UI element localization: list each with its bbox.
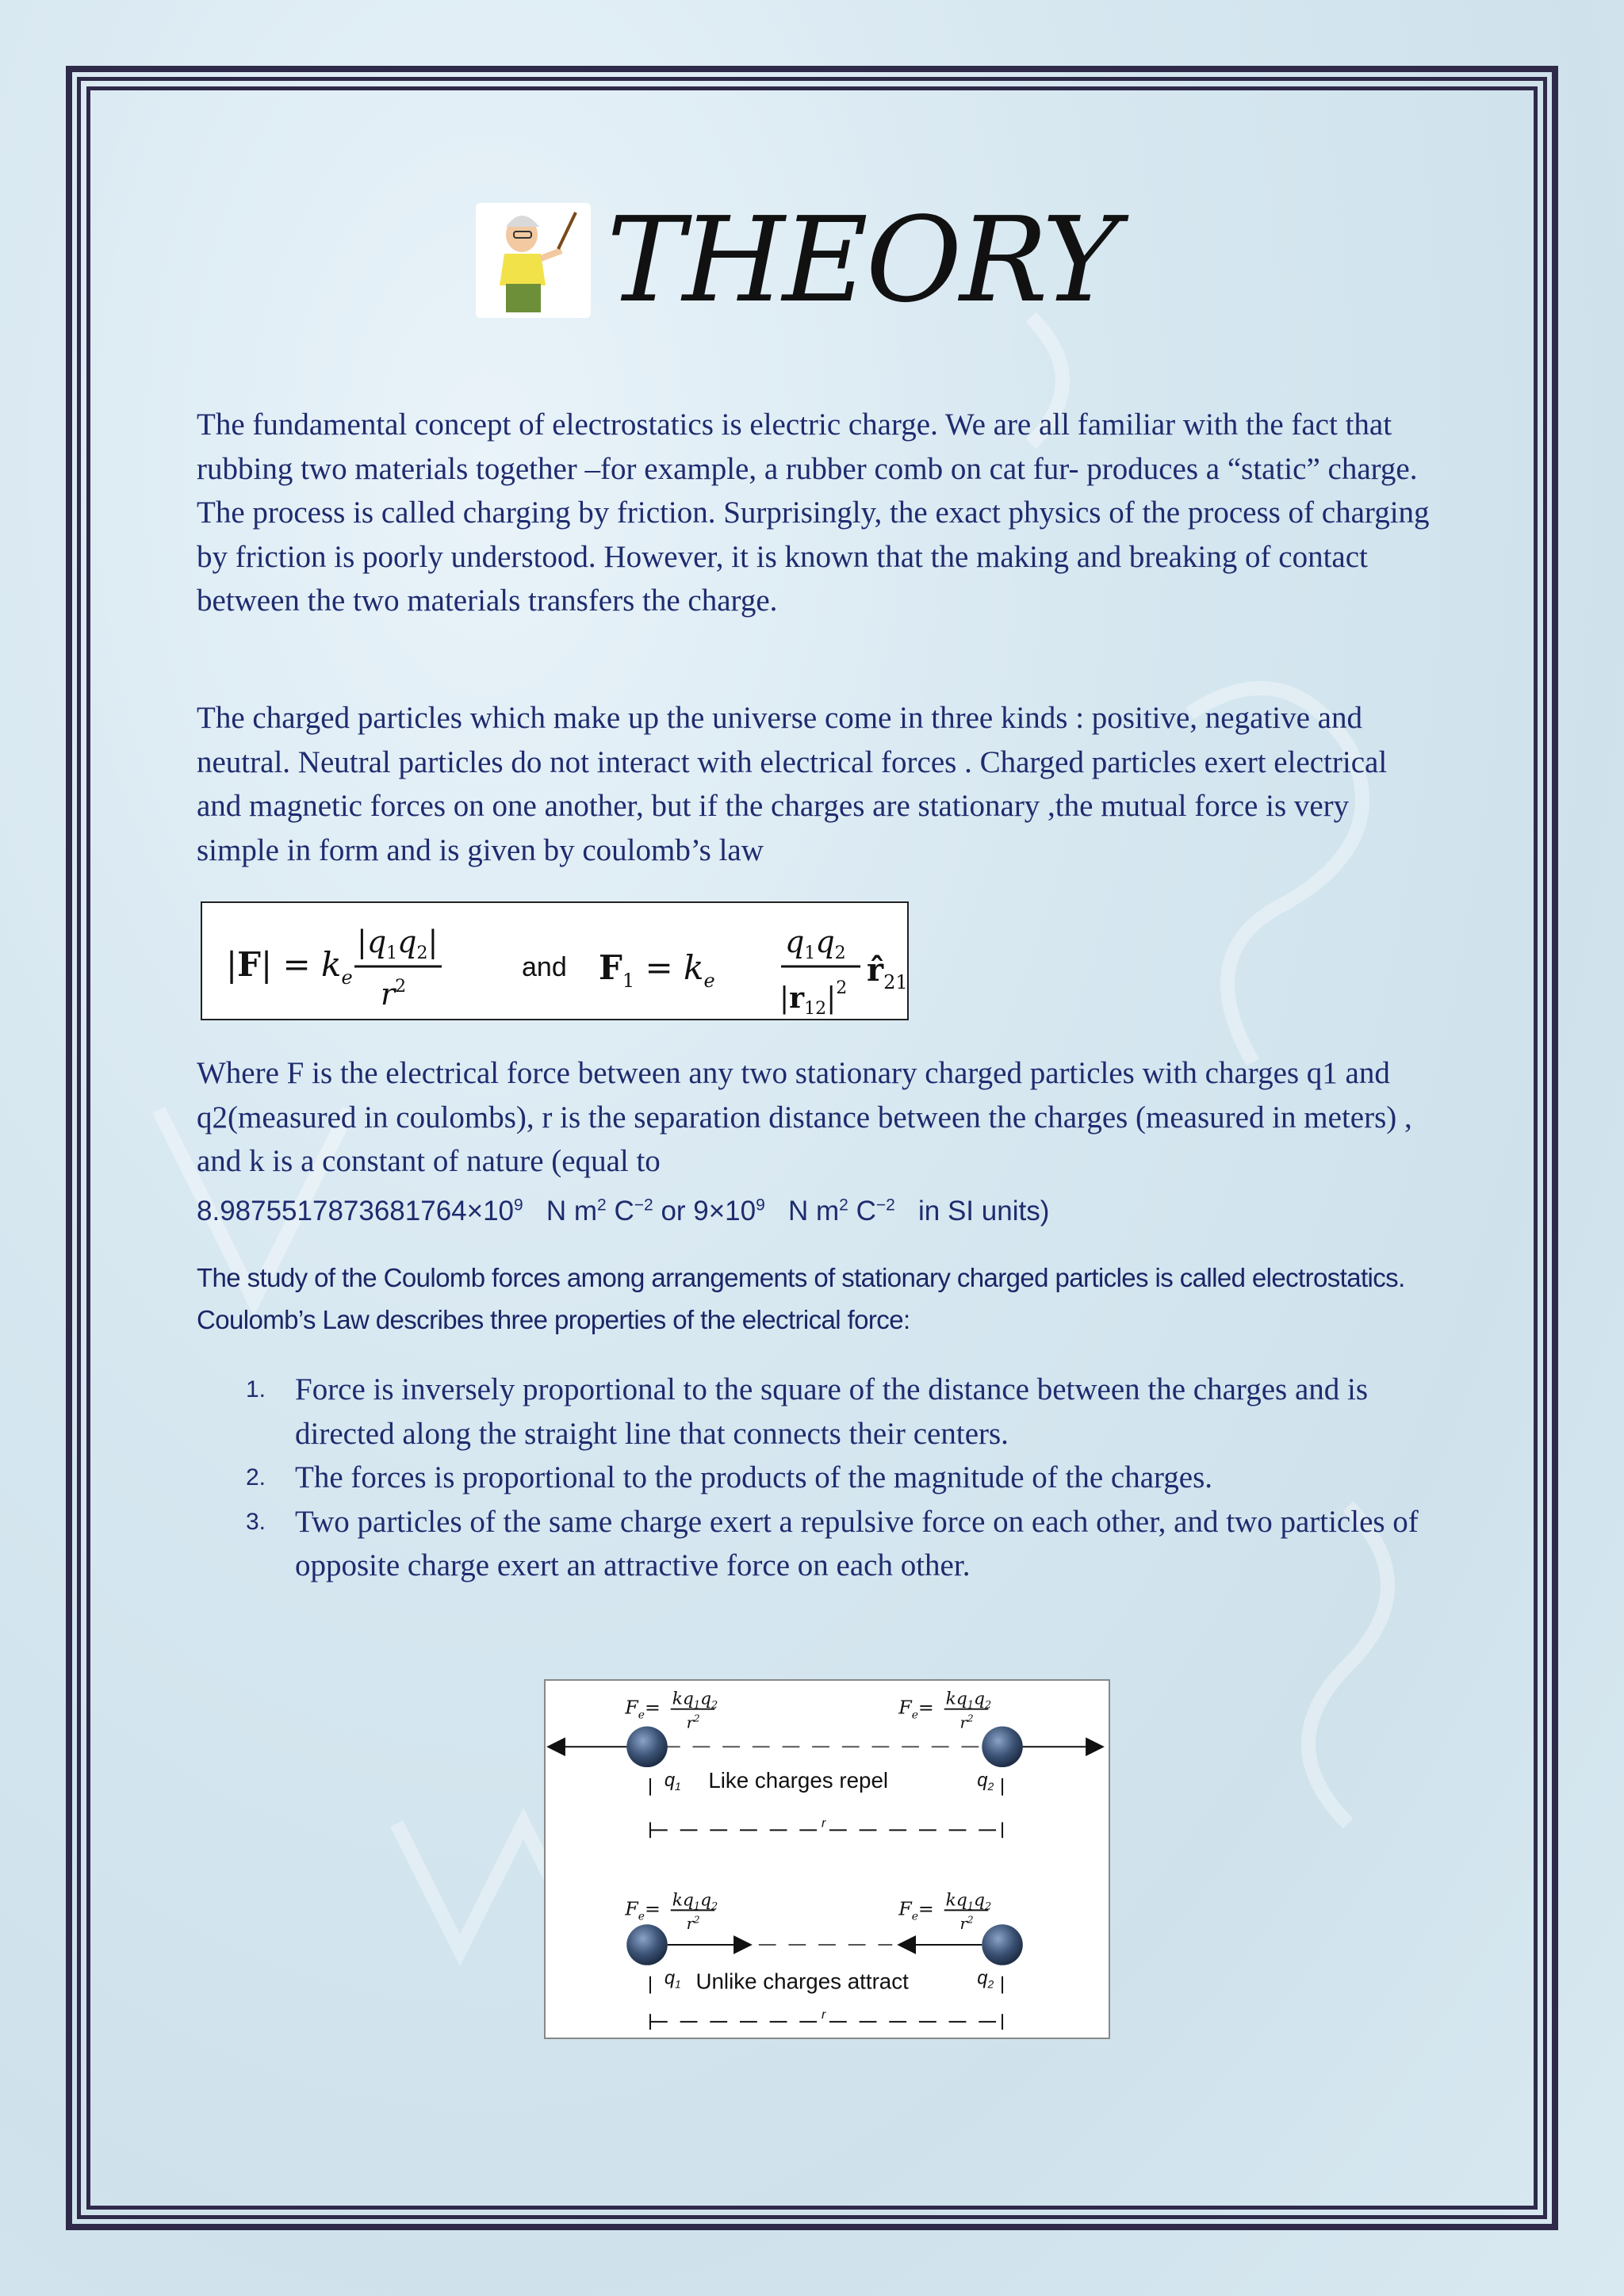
svg-text:r̂21: $r̂_{21}$ xyxy=(867,951,908,993)
where-f-paragraph xyxy=(197,1051,1434,1234)
distance-label-top: r xyxy=(822,1816,826,1831)
svg-text:kq1q2: $kq_1q_2$ xyxy=(672,1689,718,1712)
list-text: Force is inversely proportional to the square of the distance between the charges and is directed along the straight line that connects their centers. xyxy=(295,1372,1369,1451)
attract-label: Unlike charges attract xyxy=(695,1969,909,1994)
list-number: 2. xyxy=(246,1464,266,1490)
list-text: Two particles of the same charge exert a repulsive force on each other, and two particles of opposite charge exert an attractive force on each other. xyxy=(295,1504,1419,1582)
svg-text:kq1q2: $kq_1q_2$ xyxy=(945,1890,992,1913)
svg-text:Fe=: $F_e=$ xyxy=(898,1897,934,1923)
svg-text:r2: $r^2$ xyxy=(959,1914,974,1934)
coulomb-law-formula xyxy=(201,901,909,1020)
list-number: 3. xyxy=(246,1508,266,1535)
repel-force-formula-right xyxy=(898,1689,991,1732)
list-item xyxy=(239,1500,1445,1588)
svg-text:kq1q2: $kq_1q_2$ xyxy=(945,1689,992,1712)
svg-text:r2: $r^2$ xyxy=(686,1914,700,1934)
coulomb-study-paragraph: The study of the Coulomb forces among arrangements of stationary charged particles is called electrostatics. Coulomb’s Law describes three properties of the electrical force: xyxy=(197,1263,1405,1334)
svg-text:kq1q2: $kq_1q_2$ xyxy=(672,1890,718,1913)
intro-paragraph: The fundamental concept of electrostatics is electric charge. We are all familiar with the fact that rubbing two materials together –for example, a rubber comb on cat fur- produces a “static” charge. The process is called charging by friction. Surprisingly, the exact physics of the process of charging by friction is poorly understood. However, it is known that the making and breaking of contact between the two materials transfers the charge. xyxy=(197,408,1430,618)
svg-text:Fe=: $F_e=$ xyxy=(625,1897,661,1923)
list-text: The forces is proportional to the products of the magnitude of the charges. xyxy=(295,1460,1213,1494)
q1-label: $q_1$ xyxy=(664,1967,681,1991)
charge-sphere-q2 xyxy=(982,1726,1023,1767)
charged-particles-paragraph: The charged particles which make up the universe come in three kinds : positive, negative and neutral. Neutral particles do not interact with electrical forces . Charged particles exert electrical and magnetic forces on one another, but if the charges are stationary ,the mutual force is very simple in form and is given by coulomb’s law xyxy=(197,701,1388,867)
svg-text:|r12|2: $|r_{12}|^2$ xyxy=(779,978,848,1019)
page-title: THEORY xyxy=(607,192,1117,328)
list-item xyxy=(239,1456,1445,1500)
svg-text:r2: $r^2$ xyxy=(381,977,407,1012)
svg-text:|F| = ke: $|F| = k_e$ xyxy=(226,945,353,989)
svg-text:F1 = ke: $F_1 = k_e$ xyxy=(599,948,715,992)
repel-label: Like charges repel xyxy=(708,1767,889,1793)
charge-sphere-q1 xyxy=(626,1726,668,1767)
where-f-text: Where F is the electrical force between any two stationary charged particles with charges q1 and q2(measured in coulombs), r is the separation distance between the charges (measured in meters) , and k is a constant of nature (equal to xyxy=(197,1056,1412,1178)
coulomb-properties-list xyxy=(239,1368,1445,1588)
formula-and-text: and xyxy=(522,952,567,982)
svg-text:|q1q2|: $|q_1q_2|$ xyxy=(357,924,439,963)
coulomb-constant-line: $8.9875517873681764\times 10^9$ N $m^2$ $C^{-2}$ or $9\times 10^9$ N $m^2$ $C^{-2}$ in SI units) xyxy=(197,1196,1050,1227)
page-header xyxy=(476,192,1117,328)
list-number: 1. xyxy=(246,1376,266,1402)
svg-text:Fe=: $F_e=$ xyxy=(898,1696,934,1722)
q1-label: $q_1$ xyxy=(664,1769,681,1793)
q2-label: $q_2$ xyxy=(977,1967,994,1991)
charge-sphere-q2 xyxy=(982,1924,1023,1965)
repel-force-formula-left xyxy=(624,1689,718,1732)
teacher-pointing-icon xyxy=(476,203,591,318)
list-item xyxy=(239,1368,1445,1456)
charge-sphere-q1 xyxy=(626,1924,668,1965)
svg-text:q1q2: $q_1q_2$ xyxy=(785,924,846,963)
distance-label-bottom: r xyxy=(822,2008,826,2022)
svg-text:r2: $r^2$ xyxy=(686,1712,700,1732)
attract-force-formula-right xyxy=(898,1890,991,1933)
q2-label: $q_2$ xyxy=(977,1769,994,1793)
svg-text:r2: $r^2$ xyxy=(959,1712,974,1732)
svg-text:Fe=: $F_e=$ xyxy=(625,1696,661,1722)
coulomb-force-diagram xyxy=(544,1679,1110,2039)
